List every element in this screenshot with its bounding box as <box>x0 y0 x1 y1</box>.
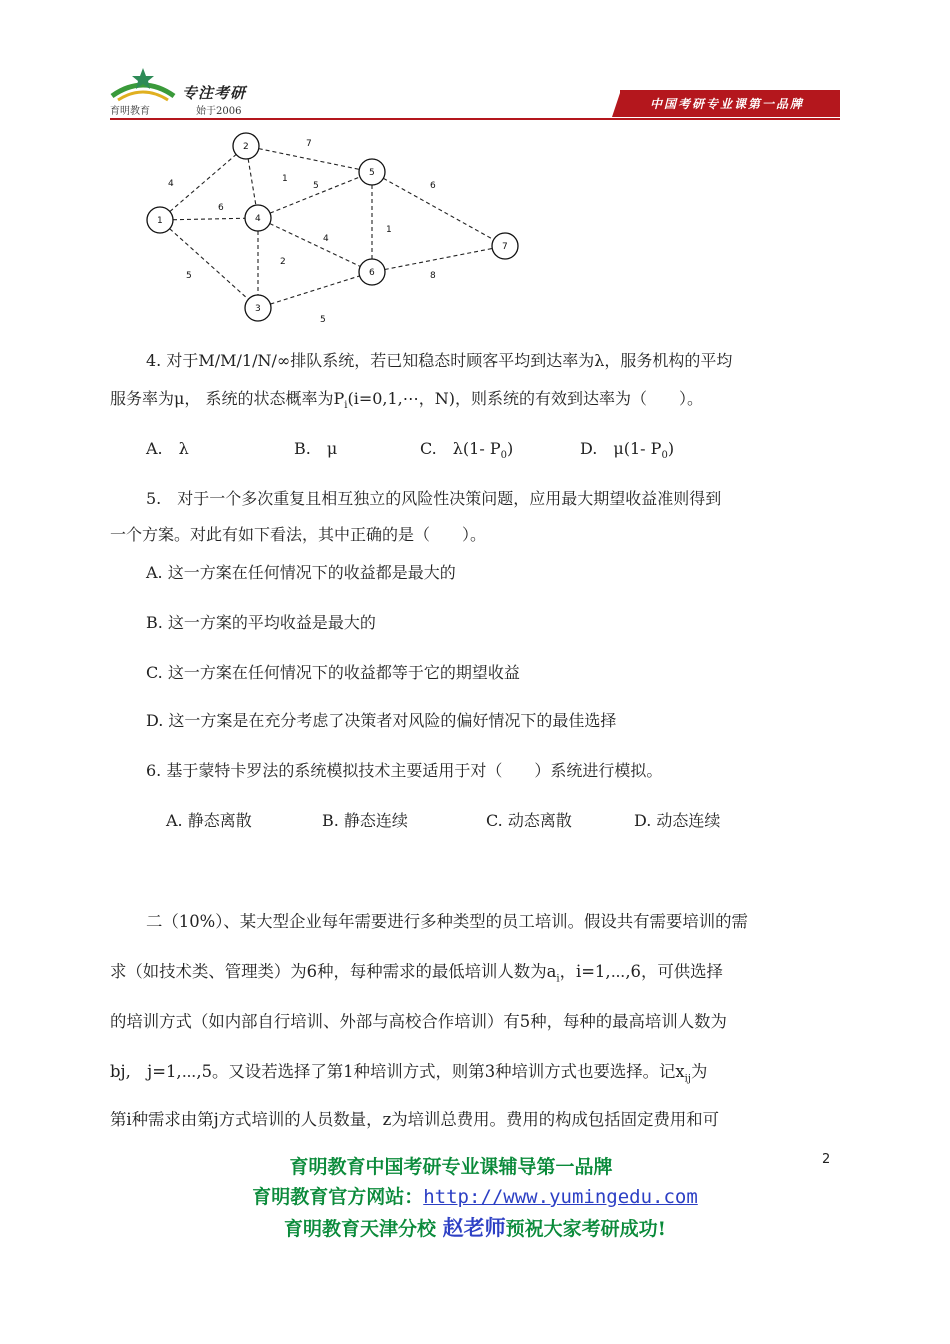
edge-weight-1-4: 6 <box>218 203 224 213</box>
edge-weight-3-6: 5 <box>320 315 326 325</box>
edge-1-4 <box>173 218 245 219</box>
footer-line1: 育明教育中国考研专业课辅导第一品牌 <box>289 1156 613 1178</box>
header-band-text: 中国考研专业课第一品牌 <box>650 97 805 111</box>
edge-weight-2-4: 1 <box>282 174 288 184</box>
edge-weight-1-3: 5 <box>186 271 192 281</box>
edge-weight-4-3: 2 <box>280 257 286 267</box>
node-label-2: 2 <box>243 142 249 152</box>
edge-2-5 <box>259 149 360 170</box>
brand-since: 始于2006 <box>196 106 242 117</box>
page-number: 2 <box>822 1152 831 1167</box>
q4-option-b: B. μ <box>294 439 338 458</box>
edge-weight-1-2: 4 <box>168 179 174 189</box>
node-label-7: 7 <box>502 242 508 252</box>
node-label-1: 1 <box>157 216 163 226</box>
q5-line1: 5. 对于一个多次重复且相互独立的风险性决策问题，应用最大期望收益准则得到 <box>146 489 722 508</box>
node-label-3: 3 <box>255 304 261 314</box>
edge-weight-4-5: 5 <box>313 181 319 191</box>
q4-option-a: A. λ <box>146 439 189 458</box>
q5-option-a: A. 这一方案在任何情况下的收益都是最大的 <box>146 563 456 582</box>
edge-2-4 <box>248 159 256 205</box>
brand-name: 育明教育 <box>110 106 150 117</box>
edge-6-7 <box>385 248 492 269</box>
edge-1-3 <box>170 229 249 300</box>
q6-option-a: A. 静态离散 <box>166 811 252 830</box>
q4-line2: 服务率为μ， 系统的状态概率为$P_i(i=0,1,\cdots$，N)，则系统的有效到达率为（ ）。 <box>110 389 704 412</box>
q5-option-c: C. 这一方案在任何情况下的收益都等于它的期望收益 <box>146 663 520 682</box>
q5-line2: 一个方案。对此有如下看法，其中正确的是（ ）。 <box>110 525 487 544</box>
q5-option-d: D. 这一方案是在充分考虑了决策者对风险的偏好情况下的最佳选择 <box>146 711 617 730</box>
q6-option-c: C. 动态离散 <box>486 811 572 830</box>
footer-line3: 育明教育天津分校 赵老师预祝大家考研成功! <box>284 1215 666 1240</box>
node-label-6: 6 <box>369 268 375 278</box>
section2-line2: 求（如技术类、管理类）为6种，每种需求的最低培训人数为$a_i$，i=1,⋯,6，可供选择 <box>110 962 723 985</box>
teacher-name: 赵老师 <box>442 1215 506 1240</box>
q4-option-d: D. μ(1- $P_0$) <box>580 439 675 462</box>
edge-3-6 <box>270 276 359 304</box>
q6-option-b: B. 静态连续 <box>322 811 408 830</box>
q6-line1: 6. 基于蒙特卡罗法的系统模拟技术主要适用于对（ ）系统进行模拟。 <box>146 761 663 780</box>
node-label-5: 5 <box>369 168 375 178</box>
section2-line4: bj, j=1,⋯,5。又设若选择了第1种培训方式，则第3种培训方式也要选择。记$x_{ij}$为 <box>110 1062 708 1085</box>
edge-1-2 <box>170 154 236 211</box>
brand-slogan: 专注考研 <box>182 84 247 102</box>
edge-weight-4-6: 4 <box>323 234 329 244</box>
edge-weight-6-7: 8 <box>430 271 436 281</box>
node-label-4: 4 <box>255 214 261 224</box>
section2-line3: 的培训方式（如内部自行培训、外部与高校合作培训）有5种，每种的最高培训人数为 <box>110 1012 727 1031</box>
edge-weight-5-6: 1 <box>386 225 392 235</box>
q6-option-d: D. 动态连续 <box>634 811 721 830</box>
edge-weight-2-5: 7 <box>306 139 312 149</box>
q4-line1: 4. 对于M/M/1/N/∞排队系统，若已知稳态时顾客平均到达率为λ，服务机构的平均 <box>146 351 733 370</box>
q4-option-c: C. λ(1- $P_0$) <box>420 439 514 462</box>
edge-weight-5-7: 6 <box>430 181 436 191</box>
footer-line2: 育明教育官方网站：http://www.yumingedu.com <box>252 1186 698 1208</box>
q5-option-b: B. 这一方案的平均收益是最大的 <box>146 613 376 632</box>
section2-line1: 二（10%）、某大型企业每年需要进行多种类型的员工培训。假设共有需要培训的需 <box>146 912 748 931</box>
website-link[interactable]: http://www.yumingedu.com <box>423 1186 698 1208</box>
header-divider <box>110 118 840 120</box>
edge-5-7 <box>383 178 493 239</box>
network-graph <box>140 124 530 334</box>
section2-line5: 第i种需求由第j方式培训的人员数量，z为培训总费用。费用的构成包括固定费用和可 <box>110 1110 720 1129</box>
